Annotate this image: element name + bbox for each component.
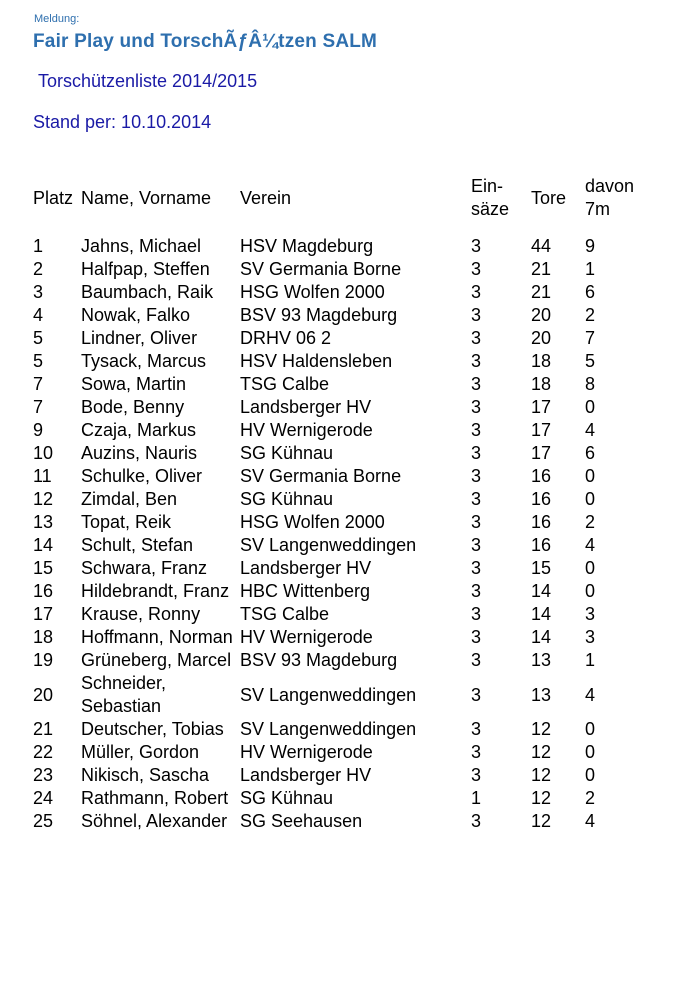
cell-davon: 4 — [585, 420, 596, 440]
cell-name: Hoffmann, Norman — [81, 627, 233, 647]
cell-platz: 22 — [33, 742, 54, 762]
cell-davon: 5 — [585, 351, 596, 371]
cell-davon: 4 — [585, 684, 596, 705]
table-row — [31, 235, 653, 258]
cell-tore: 14 — [531, 627, 552, 647]
cell-tore: 12 — [531, 742, 552, 762]
cell-platz: 25 — [33, 811, 54, 831]
list-title: Torschützenliste 2014/2015 — [38, 71, 258, 91]
cell-verein: Landsberger HV — [240, 397, 372, 417]
cell-tore: 21 — [531, 282, 552, 302]
cell-verein: Landsberger HV — [240, 558, 372, 578]
cell-platz: 5 — [33, 351, 44, 371]
cell-platz: 9 — [33, 420, 44, 440]
table-row — [31, 258, 653, 281]
cell-einsaetze: 3 — [471, 466, 482, 486]
cell-einsaetze: 3 — [471, 535, 482, 555]
cell-name: Tysack, Marcus — [81, 351, 207, 371]
column-header-davon-7m: davon 7m — [585, 176, 635, 219]
cell-einsaetze: 3 — [471, 489, 482, 509]
cell-davon: 0 — [585, 765, 596, 785]
cell-tore: 20 — [531, 305, 552, 325]
cell-einsaetze: 3 — [471, 282, 482, 302]
cell-tore: 15 — [531, 558, 552, 578]
cell-platz: 23 — [33, 765, 54, 785]
table-row — [31, 672, 653, 718]
cell-einsaetze: 3 — [471, 236, 482, 256]
cell-einsaetze: 3 — [471, 420, 482, 440]
report-headline: Fair Play und TorschÃƒÂ¼tzen SALM — [33, 31, 378, 52]
table-row — [31, 764, 653, 787]
cell-davon: 0 — [585, 558, 596, 578]
cell-name: Bode, Benny — [81, 397, 185, 417]
cell-tore: 12 — [531, 765, 552, 785]
table-row — [31, 465, 653, 488]
cell-platz: 15 — [33, 558, 54, 578]
cell-tore: 12 — [531, 811, 552, 831]
cell-tore: 16 — [531, 466, 552, 486]
cell-name: Halfpap, Steffen — [81, 259, 210, 279]
cell-verein: SV Langenweddingen — [240, 684, 417, 705]
cell-davon: 7 — [585, 328, 596, 348]
cell-verein: SV Langenweddingen — [240, 535, 417, 555]
cell-name: Nowak, Falko — [81, 305, 191, 325]
cell-tore: 14 — [531, 604, 552, 624]
cell-einsaetze: 3 — [471, 627, 482, 647]
cell-name: Schulke, Oliver — [81, 466, 203, 486]
cell-tore: 18 — [531, 374, 552, 394]
column-header-name: Name, Vorname — [81, 187, 212, 208]
cell-name: Auzins, Nauris — [81, 443, 198, 463]
cell-platz: 12 — [33, 489, 54, 509]
cell-platz: 14 — [33, 535, 54, 555]
cell-einsaetze: 3 — [471, 512, 482, 532]
cell-verein: TSG Calbe — [240, 604, 330, 624]
cell-platz: 2 — [33, 259, 44, 279]
table-row — [31, 626, 653, 649]
cell-name: Söhnel, Alexander — [81, 811, 228, 831]
column-header-platz: Platz — [33, 187, 74, 208]
table-row — [31, 419, 653, 442]
table-row — [31, 396, 653, 419]
cell-tore: 18 — [531, 351, 552, 371]
cell-tore: 16 — [531, 512, 552, 532]
cell-verein: Landsberger HV — [240, 765, 372, 785]
cell-davon: 0 — [585, 489, 596, 509]
table-row — [31, 350, 653, 373]
cell-name: Schneider, Sebastian — [81, 673, 167, 716]
cell-davon: 2 — [585, 788, 596, 808]
cell-tore: 13 — [531, 650, 552, 670]
cell-name: Zimdal, Ben — [81, 489, 178, 509]
table-row — [31, 557, 653, 580]
cell-verein: BSV 93 Magdeburg — [240, 650, 398, 670]
cell-name: Müller, Gordon — [81, 742, 200, 762]
table-row — [31, 304, 653, 327]
table-row — [31, 442, 653, 465]
cell-verein: SG Kühnau — [240, 788, 334, 808]
cell-verein: TSG Calbe — [240, 374, 330, 394]
cell-davon: 2 — [585, 305, 596, 325]
cell-einsaetze: 3 — [471, 328, 482, 348]
cell-davon: 1 — [585, 259, 596, 279]
cell-einsaetze: 3 — [471, 811, 482, 831]
cell-name: Hildebrandt, Franz — [81, 581, 230, 601]
table-row — [31, 373, 653, 396]
cell-davon: 0 — [585, 581, 596, 601]
cell-platz: 11 — [33, 466, 52, 486]
cell-platz: 18 — [33, 627, 54, 647]
cell-tore: 16 — [531, 535, 552, 555]
cell-name: Baumbach, Raik — [81, 282, 214, 302]
cell-tore: 17 — [531, 443, 552, 463]
cell-name: Schwara, Franz — [81, 558, 208, 578]
table-row — [31, 603, 653, 626]
cell-tore: 12 — [531, 719, 552, 739]
cell-platz: 17 — [33, 604, 54, 624]
cell-einsaetze: 3 — [471, 259, 482, 279]
cell-verein: DRHV 06 2 — [240, 328, 332, 348]
cell-davon: 0 — [585, 719, 596, 739]
table-row — [31, 787, 653, 810]
cell-tore: 12 — [531, 788, 552, 808]
cell-name: Rathmann, Robert — [81, 788, 229, 808]
cell-tore: 16 — [531, 489, 552, 509]
cell-verein: SG Kühnau — [240, 443, 334, 463]
cell-verein: HV Wernigerode — [240, 420, 373, 440]
cell-verein: HSG Wolfen 2000 — [240, 282, 385, 302]
cell-platz: 1 — [33, 236, 44, 256]
cell-davon: 1 — [585, 650, 596, 670]
cell-verein: BSV 93 Magdeburg — [240, 305, 398, 325]
cell-name: Jahns, Michael — [81, 236, 202, 256]
cell-einsaetze: 3 — [471, 397, 482, 417]
cell-einsaetze: 3 — [471, 604, 482, 624]
cell-verein: SV Germania Borne — [240, 259, 402, 279]
cell-davon: 2 — [585, 512, 596, 532]
cell-einsaetze: 3 — [471, 650, 482, 670]
cell-davon: 4 — [585, 811, 596, 831]
cell-platz: 10 — [33, 443, 54, 463]
cell-platz: 24 — [33, 788, 54, 808]
table-row — [31, 281, 653, 304]
table-row — [31, 718, 653, 741]
cell-platz: 4 — [33, 305, 44, 325]
table-header-row — [31, 174, 653, 222]
cell-verein: HSV Haldensleben — [240, 351, 393, 371]
cell-davon: 6 — [585, 282, 596, 302]
cell-name: Topat, Reik — [81, 512, 172, 532]
scorers-table — [31, 174, 653, 833]
cell-verein: SV Langenweddingen — [240, 719, 417, 739]
cell-name: Lindner, Oliver — [81, 328, 198, 348]
cell-platz: 20 — [33, 684, 54, 705]
cell-tore: 21 — [531, 259, 552, 279]
column-header-verein: Verein — [240, 187, 292, 208]
cell-name: Sowa, Martin — [81, 374, 187, 394]
cell-einsaetze: 3 — [471, 719, 482, 739]
cell-verein: HBC Wittenberg — [240, 581, 371, 601]
cell-davon: 4 — [585, 535, 596, 555]
cell-verein: HV Wernigerode — [240, 627, 373, 647]
table-body — [31, 222, 653, 833]
cell-verein: SG Kühnau — [240, 489, 334, 509]
cell-einsaetze: 3 — [471, 765, 482, 785]
cell-verein: HV Wernigerode — [240, 742, 373, 762]
cell-verein: SV Germania Borne — [240, 466, 402, 486]
table-row — [31, 810, 653, 833]
cell-einsaetze: 3 — [471, 581, 482, 601]
table-row — [31, 511, 653, 534]
cell-tore: 13 — [531, 684, 552, 705]
cell-name: Deutscher, Tobias — [81, 719, 224, 739]
table-row — [31, 649, 653, 672]
cell-davon: 0 — [585, 397, 596, 417]
cell-einsaetze: 3 — [471, 351, 482, 371]
table-row — [31, 327, 653, 350]
cell-tore: 14 — [531, 581, 552, 601]
cell-davon: 3 — [585, 627, 596, 647]
cell-platz: 7 — [33, 374, 44, 394]
cell-davon: 9 — [585, 236, 596, 256]
cell-platz: 19 — [33, 650, 54, 670]
table-spacer — [31, 222, 653, 235]
cell-davon: 3 — [585, 604, 596, 624]
cell-einsaetze: 3 — [471, 558, 482, 578]
cell-name: Czaja, Markus — [81, 420, 197, 440]
cell-einsaetze: 1 — [471, 788, 482, 808]
cell-name: Krause, Ronny — [81, 604, 201, 624]
cell-name: Grüneberg, Marcel — [81, 650, 232, 670]
cell-verein: HSV Magdeburg — [240, 236, 374, 256]
cell-davon: 0 — [585, 742, 596, 762]
cell-name: Schult, Stefan — [81, 535, 194, 555]
table-row — [31, 580, 653, 603]
cell-platz: 16 — [33, 581, 54, 601]
cell-davon: 0 — [585, 466, 596, 486]
cell-einsaetze: 3 — [471, 684, 482, 705]
cell-verein: SG Seehausen — [240, 811, 363, 831]
cell-platz: 7 — [33, 397, 44, 417]
cell-einsaetze: 3 — [471, 374, 482, 394]
cell-platz: 5 — [33, 328, 44, 348]
cell-einsaetze: 3 — [471, 443, 482, 463]
table-row — [31, 741, 653, 764]
report-label: Meldung: — [34, 13, 80, 25]
column-header-tore: Tore — [531, 187, 567, 208]
table-row — [31, 488, 653, 511]
cell-name: Nikisch, Sascha — [81, 765, 210, 785]
cell-davon: 8 — [585, 374, 596, 394]
cell-tore: 44 — [531, 236, 552, 256]
table-row — [31, 534, 653, 557]
cell-einsaetze: 3 — [471, 742, 482, 762]
cell-platz: 13 — [33, 512, 54, 532]
stand-date: Stand per: 10.10.2014 — [33, 112, 212, 132]
cell-platz: 21 — [33, 719, 54, 739]
cell-tore: 17 — [531, 420, 552, 440]
cell-davon: 6 — [585, 443, 596, 463]
column-header-einsaetze: Ein- säze — [471, 176, 510, 219]
cell-verein: HSG Wolfen 2000 — [240, 512, 385, 532]
cell-tore: 20 — [531, 328, 552, 348]
cell-platz: 3 — [33, 282, 44, 302]
cell-einsaetze: 3 — [471, 305, 482, 325]
cell-tore: 17 — [531, 397, 552, 417]
